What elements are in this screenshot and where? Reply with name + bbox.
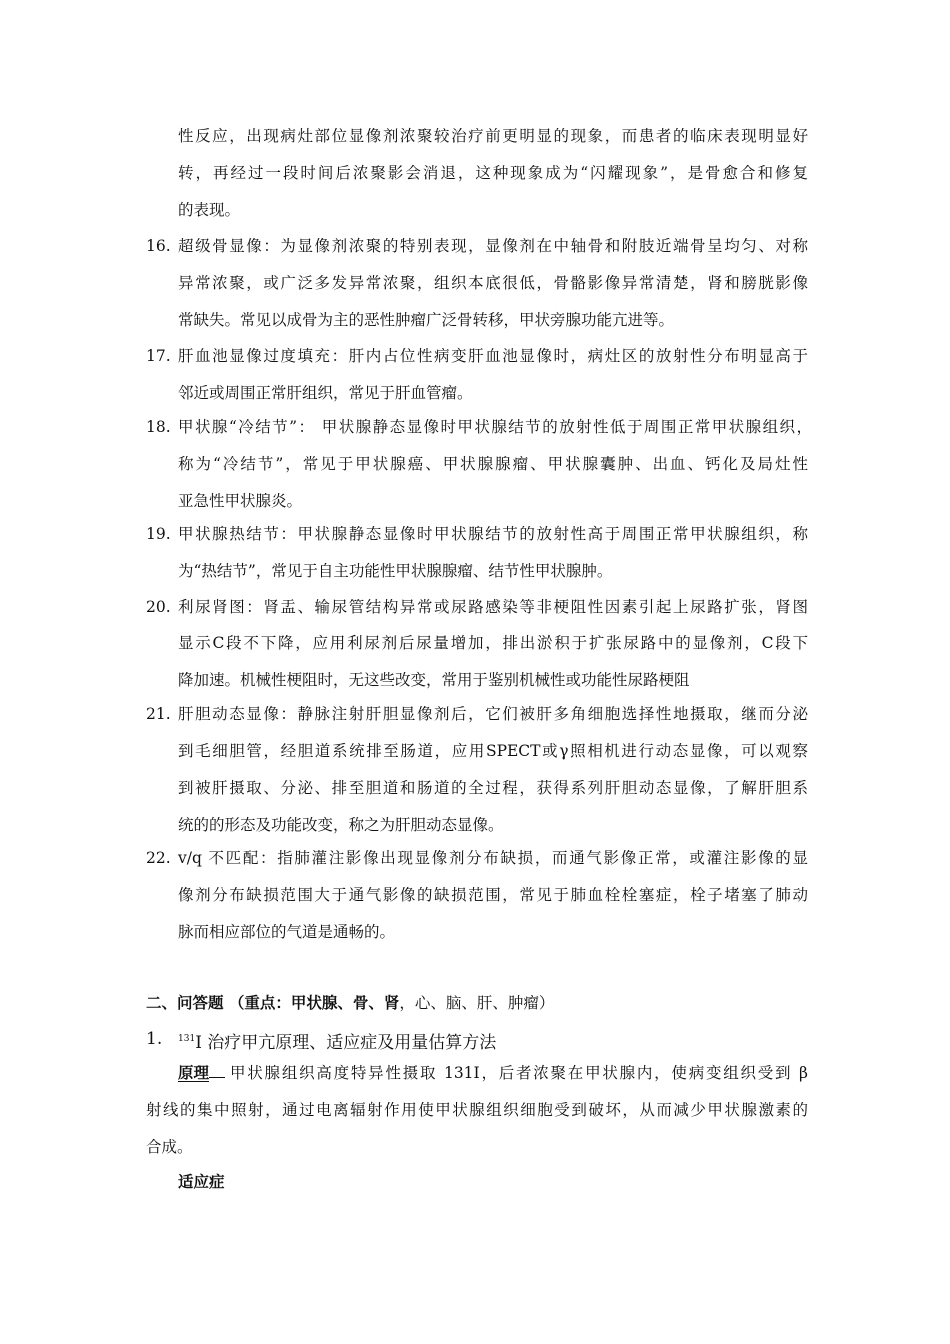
item-20-line: 利尿肾图：肾盂、输尿管结构异常或尿路感染等非梗阻性因素引起上尿路扩张，肾图 [178,598,808,616]
principle-text: 射线的集中照射，通过电离辐射作用使甲状腺组织细胞受到破坏，从而减少甲状腺激素的 [146,1101,808,1119]
item-16-line: 常缺失。常见以成骨为主的恶性肿瘤广泛骨转移，甲状旁腺功能亢进等。 [178,311,675,329]
principle-text: 合成。 [146,1138,193,1156]
section-heading-tail: ，心、脑、肝、肿瘤） [399,994,555,1012]
item-number: 17. [146,347,171,365]
item-21-line: 到毛细胆管，经胆道系统排至肠道，应用SPECT或γ照相机进行动态显像，可以观察 [178,742,808,760]
principle-line [178,1063,225,1083]
item-22-line: v/q 不匹配：指肺灌注影像出现显像剂分布缺损，而通气影像正常，或灌注影像的显 [178,849,808,867]
item-21-line: 到被肝摄取、分泌、排至胆道和肠道的全过程，获得系列肝胆动态显像，了解肝胆系 [178,779,808,797]
item-21-line: 肝胆动态显像：静脉注射肝胆显像剂后，它们被肝多角细胞选择性地摄取，继而分泌 [178,705,808,723]
item-18-line: 甲状腺“冷结节”： 甲状腺静态显像时甲状腺结节的放射性低于周围正常甲状腺组织， [178,418,812,436]
question-title-text: I 治疗甲亢原理、适应症及用量估算方法 [195,1033,497,1053]
indication-label: 适应症 [178,1173,225,1191]
item-17-line: 肝血池显像过度填充：肝内占位性病变肝血池显像时，病灶区的放射性分布明显高于 [178,347,808,365]
item-number: 20. [146,598,171,616]
item-19-line: 甲状腺热结节：甲状腺静态显像时甲状腺结节的放射性高于周围正常甲状腺组织，称 [178,525,808,543]
item-16-line: 异常浓聚，或广泛多发异常浓聚，组织本底很低，骨骼影像异常清楚，肾和膀胱影像 [178,274,808,292]
isotope-superscript: 131 [178,1034,196,1044]
item-20-line: 显示C段不下降，应用利尿剂后尿量增加，排出淤积于扩张尿路中的显像剂，C段下 [178,634,808,652]
section-heading-bold: 二、问答题 （重点：甲状腺、骨、肾 [146,994,400,1012]
question-number: 1. [146,1029,163,1049]
item-19-line: 为“热结节”，常见于自主功能性甲状腺腺瘤、结节性甲状腺肿。 [178,562,613,580]
item-22-line: 像剂分布缺损范围大于通气影像的缺损范围，常见于肺血栓栓塞症，栓子堵塞了肺动 [178,886,808,904]
item-number: 16. [146,237,171,255]
paragraph-line: 性反应，出现病灶部位显像剂浓聚较治疗前更明显的现象，而患者的临床表现明显好 [178,127,808,145]
item-17-line: 邻近或周围正常肝组织，常见于肝血管瘤。 [178,384,473,402]
item-16-line: 超级骨显像：为显像剂浓聚的特别表现，显像剂在中轴骨和附肢近端骨呈均匀、对称 [178,237,808,255]
principle-label: 原理 [178,1064,210,1082]
item-18-line: 称为“冷结节”，常见于甲状腺癌、甲状腺腺瘤、甲状腺囊肿、出血、钙化及局灶性 [178,455,808,473]
question-title [178,1029,496,1053]
item-21-line: 统的的形态及功能改变，称之为肝胆动态显像。 [178,816,504,834]
item-number: 19. [146,525,171,543]
item-18-line: 亚急性甲状腺炎。 [178,492,303,510]
item-number: 18. [146,418,171,436]
paragraph-line: 转，再经过一段时间后浓聚影会消退，这种现象成为“闪耀现象”，是骨愈合和修复 [178,164,808,182]
item-20-line: 降加速。机械性梗阻时，无这些改变，常用于鉴别机械性或功能性尿路梗阻 [178,671,690,689]
item-number: 21. [146,705,171,723]
section-heading [146,993,554,1013]
item-number: 22. [146,849,171,867]
item-22-line: 脉而相应部位的气道是通畅的。 [178,923,396,941]
paragraph-line: 的表现。 [178,201,241,219]
underline-spacer [209,1063,225,1078]
principle-text: 甲状腺组织高度特异性摄取 131I，后者浓聚在甲状腺内，使病变组织受到 β [230,1064,808,1082]
